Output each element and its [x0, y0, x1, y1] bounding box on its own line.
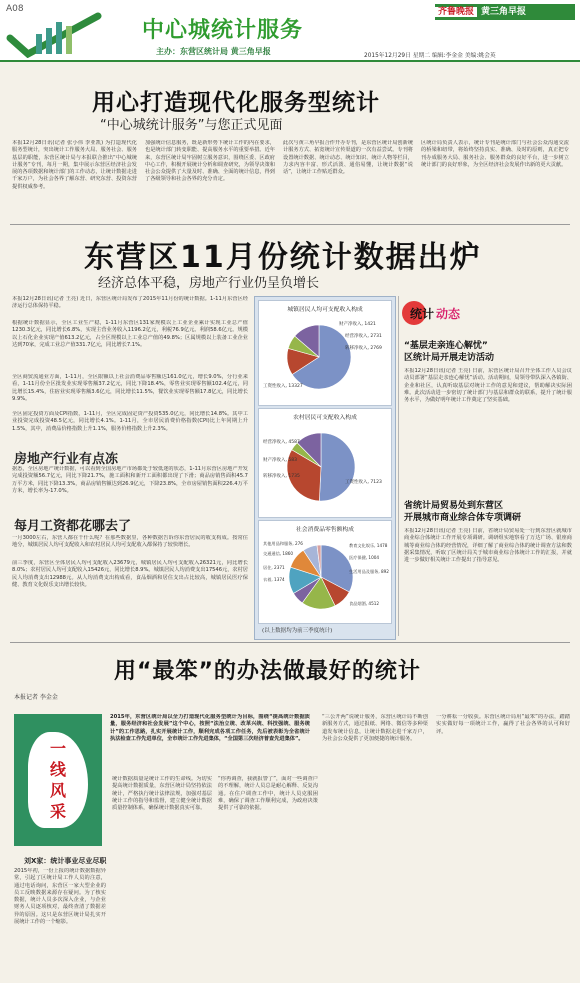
paper-masthead: [435, 4, 575, 20]
chart-3-label-6: 衣着, 1374: [263, 577, 285, 582]
chart-2-label-1: 工资性收入, 7123: [345, 480, 382, 485]
article-3-col-2: 统计数据质量是统计工作的生命线。为切实提高统计数据质量，东营区统计局坚持依法统计，严格执行统计法律法规，加强对基层统计工作的指导和监督，建立健全统计数据质量控制体系，确保统计数据真实可靠。: [112, 776, 212, 812]
sidebar-logo-text-a: 统计: [410, 307, 435, 321]
sidebar-news-2-title: 省统计局贸易处到东营区 开展城市商业综合体专项调研: [404, 501, 522, 523]
article-3-col-4: “三公开两”说统计服务，东营区统计局不断创新服务方式，通过报纸、网络、微信等多种渠道发布统计信息，让统计数据走进千家万户，为社会公众提供了更加便捷的统计服务。: [322, 714, 428, 742]
article-1-subhead: “中心城统计服务”与您正式见面: [100, 118, 283, 133]
header-green-rule: [0, 60, 580, 62]
sponsor-line: 主办：东营区统计局 黄三角早报: [156, 47, 271, 56]
chart-1-label-2: 经营净收入, 2731: [345, 334, 382, 339]
chart-1-label-4: 转移净收入, 2769: [345, 346, 382, 351]
page-number: A08: [6, 4, 24, 14]
chart-2-title: 农村居民可支配收入构成: [293, 415, 357, 421]
chart-box-1: [258, 300, 392, 406]
pie-slice-1: [319, 433, 355, 501]
checkmark-logo-icon: [6, 12, 104, 58]
chart-2-pie: [259, 421, 391, 517]
article-2-para-2: 全区商贸流通业方面，1-11月，全区限额以上社会消费品零售额达161.0亿元，增长9.0%，分行业来看，1-11月份全区批发业实现零售额37.2亿元，同比下降18.4%，零售业实现零售额102.4亿元，同比增长15.4%，住宿业实现零售额3.6亿元，同比增长11.5%，餐饮业实现零售额17.8亿元，同比增长9.9%。: [12, 374, 248, 402]
date-line: 2015年12月29日 星期二 编辑:李金金 美编:姚会英: [364, 53, 496, 59]
sidebar-logo: [402, 300, 482, 326]
chart-2-label-2: 经营净收入, 4587: [263, 440, 300, 445]
article-2-para-3: 全区固定投资方面及CPI指数，1-11月，全区完成固定资产投资535.0亿元，同比增长14.8%。其中工业投资完成投资48.5亿元，同比增长4.1%。1-11月，全市居民消费价格指数(CPI)比上年同期上升1.5%，其中，消费品价格指数上升1.1%，服务价格指数上升2.3%。: [12, 411, 248, 432]
sidebar-news-1-title: “基层走亲连心解忧” 区统计局开展走访活动: [404, 341, 495, 363]
section-title: 中心城统计服务: [142, 18, 304, 43]
article-1-col-4: 区统计局负责人表示，统计专刊是统计部门与社会公众沟通交流的桥梁和纽带，将始终坚持真实、准确、及时的原则，真正把专刊办成服务大局、服务社会、服务群众的良好平台，进一步树立统计部门的良好形象，为全区经济社会发展作出新的更大贡献。: [421, 140, 569, 168]
article-2-wages-text-1: 一月3000左右，东营人都在干什么呢？在那些数据里，各种数据告诉你东营居民的收支构成。按常住地分，城镇居民人均可支配收入和农村居民人均可支配收入都保持了较快增长。: [12, 535, 248, 549]
article-2-headline: 东营区11月份统计数据出炉: [84, 240, 482, 275]
article-2-wages-text-2: 前三季度，东营区全体居民人均可支配收入23679元，城镇居民人均可支配收入26321元，同比增长8.0%；农村居民人均可支配收入15426元，同比增长8.9%。城镇居民人均消费支出17546元，农村居民人均消费支出12988元。从人均消费支出构成看，食品烟酒和居住支出占比较高，城镇居民医疗保健、教育文化娱乐支出增长较快。: [12, 560, 248, 588]
paper-prefix: 齐鲁晚报: [435, 7, 477, 17]
chart-1-label-1: 工资性收入, 13327: [263, 384, 303, 389]
article-1-col-1: 本报12月28日讯(记者 张小伟 李亚凯) 为打造现代化服务型统计，突出统计工作服务大局、服务社会、服务基层的职能，东营区统计局与本报联合推出“中心城统计服务”专刊，每月一期，集中展示东营区经济社会发展的各项数据和统计部门的工作动态，让统计数据走进千家万户，为社会各界了解东营、研究东营、投资东营提供权威参考。: [12, 140, 137, 190]
sidebar-logo-text-b: 动态: [436, 307, 461, 321]
paper-name: 黄三角早报: [481, 7, 527, 17]
chart-3-label-8: 生活用品及服务, 892: [349, 569, 389, 574]
chart-box-2: [258, 408, 392, 518]
article-2-subhead: 经济总体平稳，房地产行业仍呈负增长: [98, 276, 320, 291]
article-1-col-3: 此次与黄三角早报合作开办专刊，是东营区统计局创新统计服务方式、拓宽统计宣传渠道的一次有益尝试。专刊将设置统计数据、统计动态、统计知识、统计人物等栏目，力求内容丰富、形式活泼、通俗易懂，让统计数据“说话”，让统计工作贴近群众。: [283, 140, 413, 176]
chart-3-label-3: 居住, 2371: [263, 565, 285, 570]
chart-3-label-2: 交通通信, 1860: [263, 551, 294, 556]
article-2-real-estate-text: 据悉，全区房地产统计数据，可以看到全国房地产市场都处于较低迷的状态，1-11月东营区房地产开发完成投资额56.7亿元，同比下降21.7%，施工面积和新开工面积都出现了下滑；商品房销售面积45.7万平方米，同比下降13.3%，商品房销售额达到26.9亿元，下降23.8%，全市房屋销售面积226.4万平方米，增长率为-17.0%。: [12, 466, 248, 494]
chart-box-3: [258, 520, 392, 624]
article-3-headline: 用“最笨”的办法做最好的统计: [114, 659, 421, 684]
chart-2-label-4: 转移净收入, 1735: [263, 474, 300, 479]
chart-3-label-7: 食品烟酒, 4512: [349, 601, 380, 606]
article-3-intro: 2015年，东营区统计局以全力打造现代化服务型统计为目标，围绕“提高统计数据质量，服务经济和社会发展”这个中心，按照“法治立统、改革兴统、科技强统、服务统计”的工作思路，扎实开展统计工作，顺利完成各项工作任务，先后被表彰为全省统计执法检查工作先进单位，全市统计工作先进集体，“全国第三次经济普查先进集体”。: [110, 714, 310, 742]
header: [0, 0, 580, 62]
chart-2-label-3: 财产净收入, 583: [263, 458, 297, 463]
sidebar-news-1-body: 本报12月28日讯(记者 王亮) 日前，东营区统计局召开全体工作人员会议动员部署“基层走亲连心解忧”活动。活动期间，局领导带队深入各镇街、企业和社区，认真听取基层对统计工作的意见和建议，帮助解决实际困难。此次活动进一步密切了统计部门与基层和群众的联系，提升了统计服务水平，为做好明年统计工作奠定了坚实基础。: [404, 368, 572, 404]
subheading-wages: 每月工资都花哪去了: [14, 519, 132, 534]
article-1-headline: 用心打造现代化服务型统计: [92, 90, 380, 116]
sidebar-news-2-body: 本报12月28日讯(记者 王亮) 日前，省统计局贸易处一行到东营区就城市商业综合体统计工作开展专项调研。调研组实地察看了万达广场、银座商城等商业综合体的经营情况，详细了解了商业综合体的统计调查方法和数据采集情况，听取了区统计局关于城市商业综合体统计工作的汇报，并就进一步做好相关统计工作提出了指导意见。: [404, 528, 572, 564]
subheading-real-estate: 房地产行业有点冻: [14, 452, 119, 467]
chart-1-title: 城镇居民人均可支配收入构成: [287, 307, 363, 313]
article-1-col-2: 加强统计信息服务，既是新形势下统计工作的内在要求，也是统计部门转变职能、提高服务水平的重要举措。近年来，东营区统计局牢固树立服务意识，围绕区委、区政府中心工作，积极开展统计分析和调查研究，为领导决策和社会公众提供了大量及时、准确、全面的统计信息，得到了各级领导和社会各界的充分肯定。: [145, 140, 275, 183]
divider: [10, 224, 570, 225]
side-banner: [14, 714, 102, 846]
profile-title: 刘X家：统计事业尽业尽职: [24, 857, 107, 865]
chart-3-label-5: 医疗保健, 1004: [349, 555, 380, 560]
article-2-para-1: 根据统计数据显示，全区工业生产稳，1-11月东营区131家规模以上工业企业累计实现工业总产值1230.3亿元，同比增长6.8%，实现主营业务收入1196.2亿元，利税76.9亿元。利润58.6亿元。规模以上石化企业实现产值613.2亿元，占全区规模以上工业总产值的49.8%；区属规模以上装备工业企业达到70家，完成工业总产值331.7亿元，同比增长7.1%。: [12, 320, 248, 348]
article-3-col-3: “你再调查，我就报警了”，面对一些调查户的不理解，统计人员总是耐心解释、反复沟通。在住户调查工作中，统计人员克服困难，确保了调查工作顺利完成，为政府决策提供了可靠的依据。: [218, 776, 318, 812]
banner-text: 一线风采: [49, 739, 66, 821]
chart-1-label-3: 财产净收入, 1421: [339, 322, 376, 327]
article-2-intro: 本报12月28日讯(记者 王亮) 近日，东营区统计局发布了2015年11月份的统计数据。1-11月东营区经济运行总体保持平稳。: [12, 296, 248, 310]
article-3-col-5: 一分耕耘一分收获。东营区统计局用“最笨”的办法，踏踏实实做好每一项统计工作，赢得了社会各界的认可和好评。: [436, 714, 570, 735]
charts-panel-caption: (以上数据均为前三季度统计): [262, 628, 333, 634]
sidebar-divider: [398, 296, 399, 636]
chart-3-title: 社会消费品零售额构成: [296, 527, 354, 533]
chart-3-label-4: 教育文化娱乐, 1478: [349, 543, 388, 548]
divider: [10, 642, 570, 643]
article-3-col-1: 2015年初，一份上报的统计数据数据异常，引起了区统计局工作人员的注意，通过电话询问，东营区一家大型企业的员工反映数据来源存在疑问。为了核实数据，统计人员多次深入企业，与企业财务人员逐项核对，最终查清了数据差异的原因。这只是东营区统计局扎实开展统计工作的一个缩影。: [14, 868, 106, 926]
chart-3-label-1: 其他用品和服务, 276: [263, 541, 303, 546]
article-3-byline: 本报记者 李金金: [14, 694, 58, 701]
